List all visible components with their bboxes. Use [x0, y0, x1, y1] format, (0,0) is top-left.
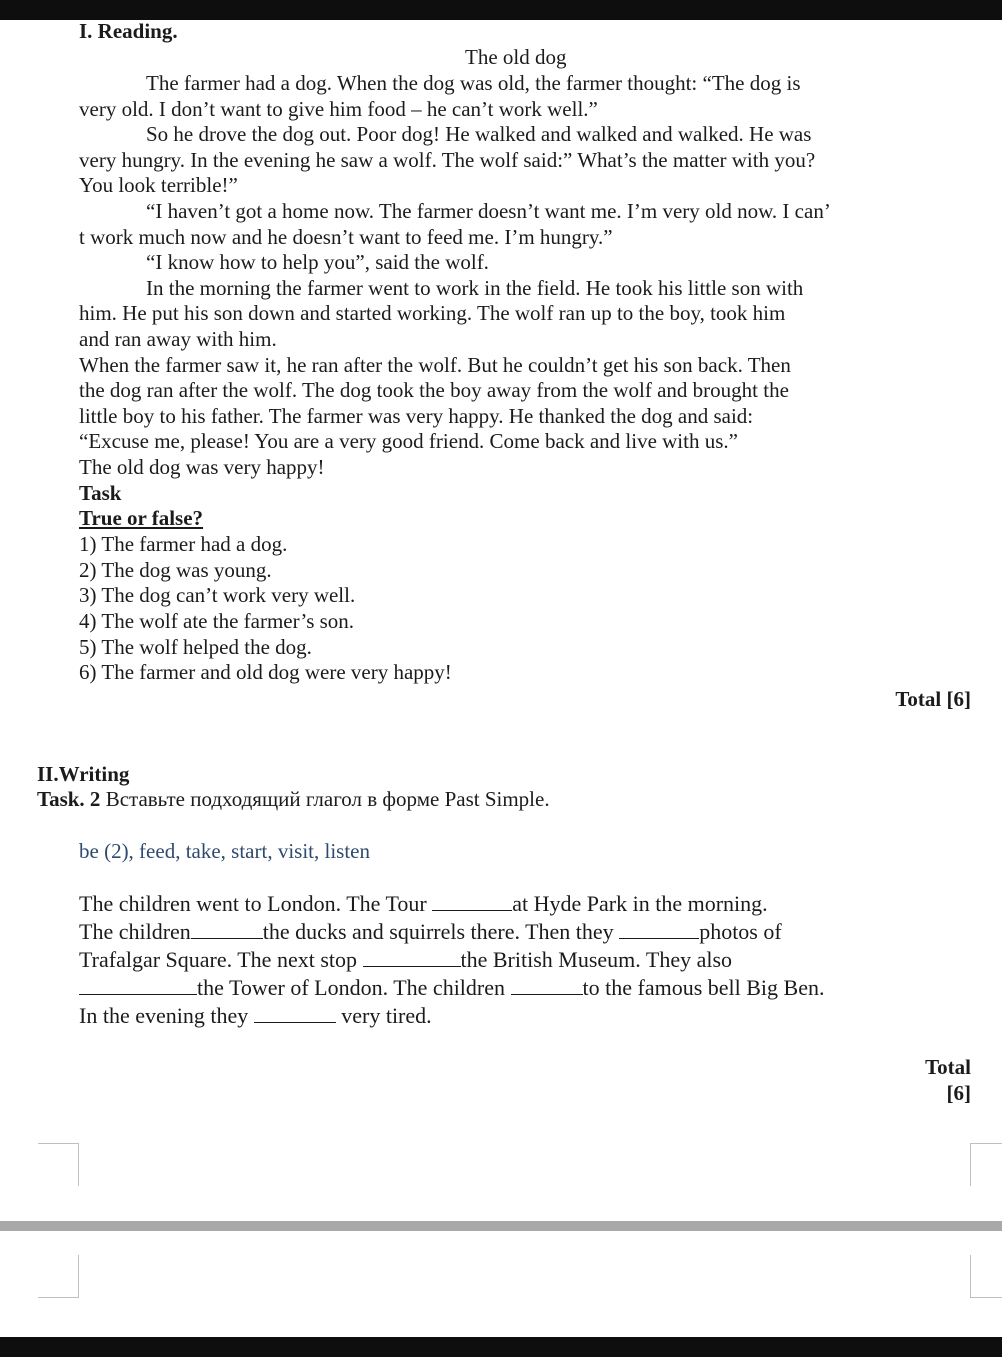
writing-task-label: Task. 2	[37, 787, 101, 811]
writing-heading: II.Writing	[37, 762, 130, 786]
blank-6[interactable]	[511, 976, 583, 995]
story-line: t work much now and he doesn’t want to feed me. I’m hungry.”	[79, 225, 613, 249]
statement-item: 1) The farmer had a dog.	[79, 532, 288, 556]
statement-item: 6) The farmer and old dog were very happy!	[79, 660, 452, 684]
task-label: Task	[79, 481, 122, 505]
writing-task-line	[37, 786, 550, 812]
top-dark-bar	[0, 0, 1002, 20]
crop-mark-bottom-right	[970, 1255, 1002, 1298]
bottom-dark-bar	[0, 1337, 1002, 1357]
story-line: When the farmer saw it, he ran after the wolf. But he couldn’t get his son back. Then	[79, 353, 791, 377]
reading-total: Total [6]	[895, 687, 971, 711]
story-line: the dog ran after the wolf. The dog took the boy away from the wolf and brought the	[79, 378, 789, 402]
writing-total-value: [6]	[946, 1081, 971, 1105]
story-line: “I know how to help you”, said the wolf.	[146, 250, 489, 274]
statement-item: 5) The wolf helped the dog.	[79, 635, 312, 659]
story-line: and ran away with him.	[79, 327, 277, 351]
true-false-subtitle: True or false?	[79, 506, 204, 530]
story-line: You look terrible!”	[79, 173, 238, 197]
story-line: The farmer had a dog. When the dog was old, the farmer thought: “The dog is	[146, 71, 801, 95]
story-line: The old dog was very happy!	[79, 455, 325, 479]
story-line: So he drove the dog out. Poor dog! He walked and walked and walked. He was	[146, 122, 812, 146]
gap-text-line: The children went to London. The Tour at Hyde Park in the morning.	[79, 891, 768, 916]
statement-item: 3) The dog can’t work very well.	[79, 583, 356, 607]
gap-text-line: the Tower of London. The children to the famous bell Big Ben.	[79, 974, 824, 1002]
writing-total-label: Total	[925, 1055, 971, 1079]
reading-heading: I. Reading.	[79, 19, 178, 43]
page-break-bar	[0, 1221, 1002, 1231]
blank-7[interactable]	[254, 1004, 336, 1023]
story-line: very old. I don’t want to give him food – he can’t work well.”	[79, 97, 598, 121]
blank-2[interactable]	[191, 920, 263, 939]
verb-list: be (2), feed, take, start, visit, listen	[79, 839, 370, 863]
story-line: little boy to his father. The farmer was very happy. He thanked the dog and said:	[79, 404, 754, 428]
story-line: him. He put his son down and started working. The wolf ran up to the boy, took him	[79, 301, 786, 325]
statement-item: 2) The dog was young.	[79, 558, 272, 582]
story-line: In the morning the farmer went to work in the field. He took his little son with	[146, 276, 804, 300]
gap-text-line: The children the ducks and squirrels there. Then they photos of	[79, 919, 782, 944]
blank-3[interactable]	[619, 920, 699, 939]
gap-text-line: Trafalgar Square. The next stop the British Museum. They also	[79, 947, 733, 972]
statement-item: 4) The wolf ate the farmer’s son.	[79, 609, 355, 633]
gap-text-line: In the evening they very tired.	[79, 1003, 432, 1028]
story-line: “I haven’t got a home now. The farmer doesn’t want me. I’m very old now. I can’	[146, 199, 831, 223]
story-line: very hungry. In the evening he saw a wolf. The wolf said:” What’s the matter with you?	[79, 148, 816, 172]
crop-mark-bottom-left	[38, 1255, 79, 1298]
story-title: The old dog	[465, 45, 567, 69]
blank-1[interactable]	[432, 892, 512, 911]
blank-4[interactable]	[363, 948, 461, 967]
crop-mark-top-left	[38, 1143, 79, 1186]
writing-instruction: Вставьте подходящий глагол в форме Past Simple.	[105, 787, 550, 811]
blank-5[interactable]	[79, 976, 197, 995]
crop-mark-top-right	[970, 1143, 1002, 1186]
story-line: “Excuse me, please! You are a very good friend. Come back and live with us.”	[79, 429, 738, 453]
